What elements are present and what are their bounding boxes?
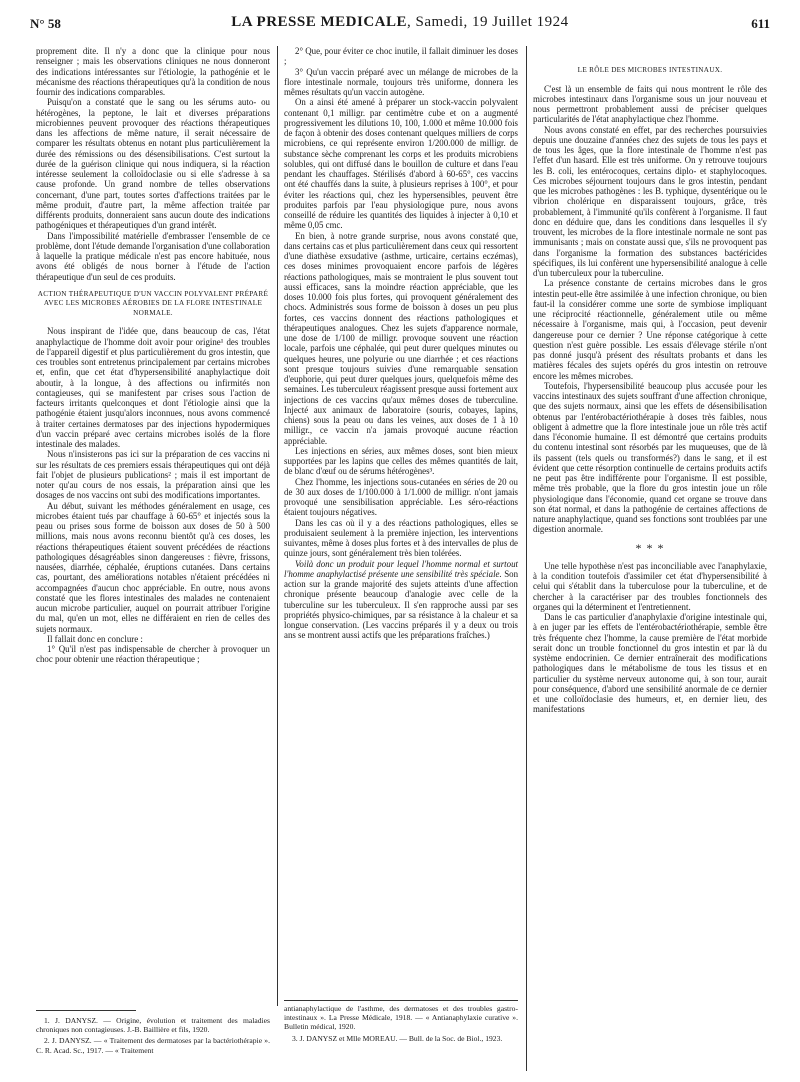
section-heading: LE RÔLE DES MICROBES INTESTINAUX. — [577, 66, 723, 74]
paragraph: proprement dite. Il n'y a donc que la clinique pour nous renseigner ; mais les observations cliniques ne nous donneront des indications intéressantes sur l'étiologie, la pathogénie et le mécanisme des réactions thérapeutiques qu'à la condition de nous fournir des indications comparables. — [36, 46, 270, 97]
paragraph: Dans l'impossibilité matérielle d'embrasser l'ensemble de ce problème, dont l'étude demande l'organisation d'une collaboration à laquelle la pratique médicale n'est pas encore habituée, nous avons été obligés de nous borner à l'étude de l'action thérapeutique d'un seul de ces produits. — [36, 230, 270, 282]
paragraph: Il fallait donc en conclure : — [47, 633, 143, 644]
emphasis-text: Voilà donc un produit pour lequel l'homme normal et surtout l'homme anaphylactisé présente une sensibilité très spéciale. — [284, 558, 518, 579]
footnote-rule — [284, 1000, 518, 1001]
page-header — [30, 12, 770, 36]
column-divider — [277, 46, 278, 1006]
paragraph: On a ainsi été amené à préparer un stock-vaccin polyvalent contenant 0,1 milligr. par centimètre cube et on a augmenté progressivement les dilutions 10, 100, 1.000 et même 10.000 fois de façon à obtenir des doses contenant quelques milliers de corps microbiens, ce qui représente environ 1/200.000 de milligr. de substance sèche comprenant les corps et les produits microbiens solubles, qui ont diffusé dans le bouillon de culture et dans l'eau pendant les chauffages. Stérilisés d'abord à 60-65°, ces vaccins ont été chauffés dans la suite, à plusieurs reprises à 100°, et pour éviter les réactions qui, chez les hypersensibles, peuvent être produites parfois par l'eau physiologique pure, nous avons conseillé de réduire les quantités des liquides à injecter à 0,10 et même 0,05 cmc. — [284, 97, 518, 231]
paragraph: C'est là un ensemble de faits qui nous montrent le rôle des microbes intestinaux dans l'organisme sous un jour nouveau et nous permettront probablement aussi de préciser quelques particularités de l'état anaphylactique chez l'homme. — [533, 83, 767, 125]
paragraph: Toutefois, l'hypersensibilité beaucoup plus accusée pour les vaccins intestinaux des sujets souffrant d'une affection chronique, que des sujets normaux, ainsi que les effets de désensibilisation obtenus par l'entérobactériothérapie à doses très faibles, nous obligent à admettre que la flore intestinale joue un rôle très actif dans l'économie humaine. Il est démontré que certains produits du contenu intestinal sont résorbés par les muqueuses, que de là ils passent (tels quels ou transformés?) dans le sang, et il est évident que cette résorption continuelle de certains produits actifs ne peut pas être indifférente pour l'organisme. Il est possible, même très probable, que la flore du gros intestin joue un rôle physiologique dans l'économie, quand cet organe se trouve dans son état normal, et dans la pathogénie de certaines affections de nature anaphylactique, quand ses fonctions sont troublées par une digestion anormale. — [533, 380, 767, 535]
page-number: 611 — [751, 16, 770, 31]
paragraph: Nous inspirant de l'idée que, dans beaucoup de cas, l'état anaphylactique de l'homme doit avoir pour origine¹ des troubles de l'appareil digestif et plus particulièrement du gros intestin, que ces troubles sont entretenus principalement par certains microbes et, enfin, que cet état d'hypersensibilité anaphylactique doit aboutir, à la longue, à des affections ou infirmités non contagieuses, qui se manifestent par crises sous l'action de facteurs irritants quelconques et dont l'étiologie ainsi que la pathogénie étaient jusqu'alors inconnues, nous avons commencé à traiter certaines dermatoses par des injections hypodermiques d'un vaccin préparé avec certains microbes isolés de la flore intestinale des malades. — [36, 326, 270, 449]
paragraph: En bien, à notre grande surprise, nous avons constaté que, dans certains cas et plus particulièrement dans ceux qui ressortent d'une diathèse exsudative (asthme, urticaire, certains eczémas), ces doses minimes provoquaient encore parfois de légères réactions pathologiques, mais se montraient le plus souvent tout aussi efficaces, sans la moindre réaction appréciable, que les doses 10.000 fois plus fortes, qui provoquent généralement des chocs. Administrés sous forme de boisson à doses un peu plus fortes, ces vaccins donnent des réactions pathologiques et thérapeutiques analogues. Chez les sujets d'apparence normale, une dose de 1/100 de milligr. provoque souvent une réaction locale, parfois une céphalée, qui peut durer quelques minutes ou quelques heures, une polyurie ou une diarrhée ; et ces réactions sont presque toujours suivies d'une remarquable sensation d'euphorie, qui peut durer quelques jours, quelquefois même des semaines. Les tuberculeux réagissent presque aussi fortement aux injections de ces vaccins qu'aux mêmes doses de tuberculine. Injecté aux animaux de laboratoire (souris, cobayes, lapins, chiens) sous la peau ou dans les veines, aux doses de 1 à 10 milligr., ce vaccin n'a jamais provoqué aucune réaction appréciable. — [284, 230, 518, 446]
column-divider — [526, 46, 527, 1071]
footnotes-column-1 — [36, 1016, 270, 1057]
footnote: 3. J. DANYSZ et Mlle MOREAU. — Bull. de la Soc. de Biol., 1923. — [292, 1033, 503, 1043]
text-column-1 — [36, 46, 270, 665]
paragraph: Nous avons constaté en effet, par des recherches poursuivies depuis une douzaine d'années chez des sujets de tous les pays et de tous les âges, que la flore intestinale de l'homme n'est pas l'effet d'un hasard. Elle est très uniforme. On y retrouve toujours les B. coli, les entérocoques, certains diplo- et staphylocoques. Ces microbes séjournent toujours dans le gros intestin, pendant que les microbes pathogènes : les B. typhique, dysentérique ou le vibrion cholérique en disparaissent toujours, grâce, très probablement, à l'immunité qu'ils confèrent à l'organisme. Il faut donc en déduire que, dans les conditions dans lesquelles il s'y trouvent, les microbes de la flore intestinale normale ne sont pas immunisants ; mais on constate aussi que, s'ils ne provoquent pas dans l'organisme la formation des substances bactéricides spécifiques, ils lui confèrent une hypersensibilité analogue à celle d'un tuberculeux pour la tuberculine. — [533, 124, 767, 278]
paragraph: Dans le cas particulier d'anaphylaxie d'origine intestinale qui, à en juger par les effets de l'entérobactériothérapie, semble être très fréquente chez l'homme, la cause première de l'état morbide serait donc un trouble fonctionnel du gros intestin et par là du système endocrinien. Ce dernier entraînerait des modifications pathologiques dans le métabolisme de tous les tissus et en particulier du système nerveux autonome qui, à son tour, aurait pour conséquence, d'abord une sensibilité anormale de ce dernier et une colloïdoclasie des humeurs, et, en dernier lieu, des manifestations — [533, 612, 767, 715]
footnote: antianaphylactique de l'asthme, des dermatoses et des troubles gastro-intestinaux ». La Presse Médicale, 1918. — « Antianaphylaxie curative ». Bulletin médical, 1920. — [284, 1004, 518, 1032]
issue-number: N° 58 — [30, 16, 61, 31]
paragraph: Dans les cas où il y a des réactions pathologiques, elles se produisaient seulement à la première injection, les interventions suivantes, même à doses plus fortes et à des intervalles de plus de quinze jours, sont généralement très bien tolérées. — [284, 517, 518, 559]
footnote: 2. J. DANYSZ. — « Traitement des dermatoses par la bactériothérapie ». C. R. Acad. Sc., 1917. — « Traitement — [36, 1036, 270, 1055]
issue-date: , Samedi, 19 Juillet 1924 — [407, 14, 569, 30]
journal-title-line — [30, 14, 770, 31]
text-column-2 — [284, 46, 518, 641]
section-separator: * * * — [635, 540, 665, 555]
text-column-3 — [533, 46, 767, 715]
journal-name: LA PRESSE MEDICALE — [231, 14, 408, 30]
paragraph-text: Son action sur la grande majorité des sujets atteints d'une affection chronique présente beaucoup d'analogie avec celle de la tuberculine sur les tuberculeux. Il s'en rapproche aussi par ses propriétés physico-chimiques, par sa résistance à la chaleur et sa longue conservation. (Les vaccins préparés il y a deux ou trois ans se montrent aussi actifs que les préparations fraîches.) — [284, 568, 519, 641]
footnote-rule — [36, 1010, 136, 1011]
paragraph: Nous n'insisterons pas ici sur la préparation de ces vaccins ni sur les résultats de ces premiers essais thérapeutiques qui ont déjà fait l'objet de plusieurs publications² ; mais il est important de noter qu'au cours de nos essais, la préparation ainsi que les dosages de nos vaccins ont subi des modifications importantes. — [36, 449, 270, 501]
section-heading: ACTION THÉRAPEUTIQUE D'UN VACCIN POLYVALENT PRÉPARÉ AVEC LES MICROBES AÉROBIES DE LA FLORE INTESTINALE NORMALE. — [37, 289, 269, 317]
paragraph: Au début, suivant les méthodes généralement en usage, ces microbes étaient tués par chauffage à 60-65° et injectés sous la peau ou prises sous forme de boisson aux doses de 50 à 500 millions, mais nous avons reconnu bientôt qu'à ces doses, les réactions thérapeutiques étaient souvent précédées de réactions pathologiques désagréables sinon dangereuses : fièvre, frissons, nausées, diarrhée, céphalée, éruptions cutanées. Dans certains cas, pourtant, des améliorations notables n'étaient précédées ni accompagnées d'aucun choc appréciable. En outre, nous avons constaté que les flores intestinales des malades ne contenaient aucun microbe particulier, auquel on pourrait attribuer l'origine du mal, qu'en un mot, elles ne différaient en rien de celles des sujets normaux. — [36, 500, 270, 634]
paragraph: Chez l'homme, les injections sous-cutanées en séries de 20 ou de 30 aux doses de 1/100.000 à 1/1.000 de milligr. n'ont jamais provoqué une sensibilisation appréciable. Les séro-réactions étaient toujours négatives. — [284, 476, 518, 518]
list-item: 2° Que, pour éviter ce choc inutile, il fallait diminuer les doses ; — [284, 46, 518, 67]
paragraph: La présence constante de certains microbes dans le gros intestin peut-elle être assimilée à une infection chronique, ou bien faut-il la considérer comme une sorte de symbiose impliquant une réciprocité réactionnelle, généralement utile ou même nécessaire à l'organisme, mais qui, à l'occasion, peut devenir dangereuse pour ce dernier ? Une réponse catégorique à cette question n'est guère possible. Les essais d'élevage stérile n'ont pas donné jusqu'à présent des résultats probants et dans les matières fécales des sujets opérés du gros intestin on retrouve encore les mêmes microbes. — [533, 278, 767, 381]
footnote: 1. J. DANYSZ. — Origine, évolution et traitement des maladies chroniques non contagieuses. J.-B. Baillière et fils, 1920. — [36, 1016, 270, 1035]
list-item: 3° Qu'un vaccin préparé avec un mélange de microbes de la flore intestinale normale, toujours très uniforme, donnera les mêmes résultats qu'un vaccin autogène. — [284, 66, 518, 97]
list-item: 1° Qu'il n'est pas indispensable de chercher à provoquer un choc pour obtenir une réaction thérapeutique ; — [36, 644, 270, 665]
paragraph — [284, 559, 518, 641]
paragraph: Une telle hypothèse n'est pas inconciliable avec l'anaphylaxie, à la condition toutefois d'assimiler cet état d'hypersensibilité à celui qui s'établit dans la tuberculose pour la tuberculine, et de chercher à la caractériser par des troubles fonctionnels des organes qui la déterminent et l'entretiennent. — [533, 560, 767, 612]
footnotes-column-2 — [284, 1004, 518, 1045]
paragraph: Les injections en séries, aux mêmes doses, sont bien mieux supportées par les lapins que celles des mêmes quantités de lait, de blanc d'œuf ou de sérums hétérogènes³. — [284, 445, 518, 477]
paragraph: Puisqu'on a constaté que le sang ou les sérums auto- ou hétérogènes, la peptone, le lait et diverses préparations microbiennes peuvent provoquer des réactions thérapeutiques dans les affections de même nature, il serait nécessaire de comparer les résultats obtenus en notant plus particulièrement la durée des rémissions ou des désensibilisations. C'est surtout la durée de la guérison clinique qui nous indiquera, si la réaction intéresse seulement la colloïdoclasie ou si elle s'adresse à sa cause profonde. Un grand nombre de telles observations concernant, d'une part, toutes sortes d'affections traitées par le même produit, d'autre part, la même affection traitée par différents produits, donneraient sans aucun doute des indications pathogéniques et thérapeutiques d'un grand intérêt. — [36, 97, 270, 231]
